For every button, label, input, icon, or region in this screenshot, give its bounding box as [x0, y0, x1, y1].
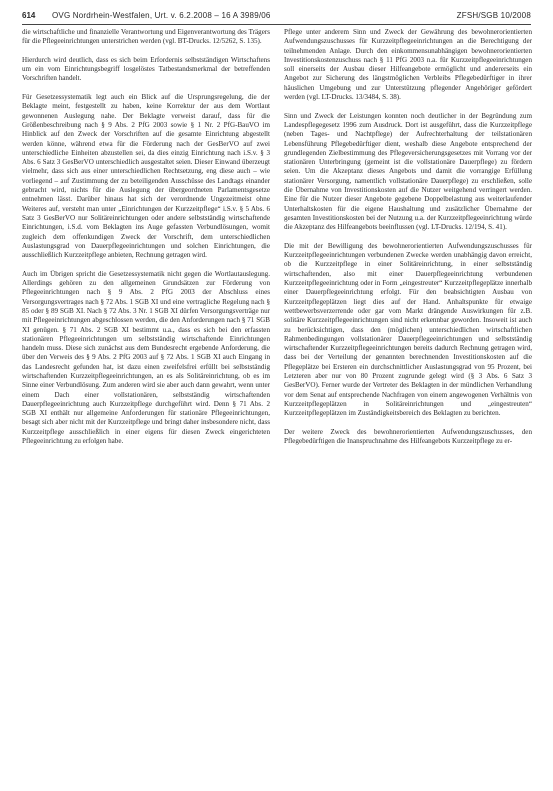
page-number: 614	[22, 11, 36, 20]
paragraph: Sinn und Zweck der Leistungen konnten noch deutlicher in der Begründung zum Landespflegegesetz 1996 zum Ausdruck. Dort ist ausgeführt, dass die Kurzzeitpflege (neben Tages- und Nachtpflege) der Aufrechterhaltung der teilstationären Lebensführung Pflegebedürftiger dient, weshalb diese Angebote entsprechend der grundlegenden Zielbestimmung des Pflegeversicherungsgesetzes mit Vorrang vor der stationären Unterbringung (gemeint ist die vollstationäre Dauerpflege) zu fördern seien. Um die Akzeptanz dieses Angebots und damit die vorrangige Erfüllung stationärer Versorgung, namentlich vollstationäre Dauerpflege) zu erschließen, solle die Übernahme von Investitionskosten auf die Nutzer weitgehend verringert werden. Eine für die Nutzer dieser Angebote gegebene Doppelbelastung aus weiterlaufender Unterhaltskosten für die eigene Haushaltung und zusätzlicher Übernahme der gesamten Investitionskosten bei der Nutzung u.a. der Kurzzeitpflegeeinrichtung würde die Akzeptanz des Hilfeangebots beeinflussen (vgl. LT-Drucks. 12/194, S. 41).	[284, 111, 532, 232]
paragraph: Für Gesetzessystematik legt auch ein Blick auf die Ursprungsregelung, die der Beklagte meint, festgestellt zu haben, keine Korrektur der aus dem Wortlaut gewonnenen Auslegung nahe. Der Beklagte verweist darauf, dass für die Größenbeschreibung nach § 9 Abs. 2 PfG 2003 sowie § 1 Nr. 2 PfG-BauVO im Hinblick auf den Zweck der Vorschriften auf die gesamte Einrichtung abgestellt werden könne, während etwa für die Förderung nach der GesBerVO auf zwei unterschiedliche Einheiten abzustellen sei, da dies einzig Einrichtung nach i.S.v. § 3 Abs. 6 Satz 3 GesBerVO unterschiedlich ausgestaltet seien. Dieser Einwand überzeugt vielmehr, dass sich aus einer unterschiedlichen Rechtsetzung, eng diese auch – wie vorliegend – auf Zustimmung der zu beteiligenden Ausschüsse des Landtags einander gebracht wird, nichts für die Auslegung der übergeordneten Parlamentsgesetze entnehmen lässt. Darüber hinaus hat sich der verordnende Ungezeitmeist ohne Weiteres auf, versteht man unter „Einrichtungen der Kurzzeitpflege“ i.S.v. § 5 Abs. 6 Satz 3 GesBerVO nur Solitäreinrichtungen oder andere selbstständig wirtschaftende Einrichtungen, i.S.d. vom Beklagten ins Auge gefassten Verbundlösungen, womit zugleich dem offenkundigen Zweck der Vorschrift, dem unterschiedlichen Auslastungsgrad von Dauerpflegeeinrichtungen und solchen Einrichtungen, die ausschließlich Kurzzeitpflege anbieten, Rechnung getragen wird.	[22, 93, 270, 260]
left-text-column	[22, 28, 270, 784]
right-text-column	[284, 28, 532, 784]
paragraph: Hierdurch wird deutlich, dass es sich beim Erfordernis selbstständigen Wirtschaftens um ein vom Einrichtungsbegriff losgelöstes Tatbestandsmerkmal der betreffenden Vorschriften handelt.	[22, 55, 270, 83]
running-header	[22, 8, 531, 25]
paragraph: Der weitere Zweck des bewohnerorientierten Aufwendungszuschusses, den Pflegebedürftigen die Inanspruchnahme des Hilfeangebots Kurzzeitpflege zu er-	[284, 427, 532, 446]
running-title: OVG Nordrhein-Westfalen, Urt. v. 6.2.2008 – 16 A 3989/06	[52, 11, 271, 20]
paragraph: Pflege unter anderem Sinn und Zweck der Gewährung des bewohnerorientierten Aufwendungszuschusses für Kurzzeitpflegeeinrichtungen an die Berechtigung der teilnehmenden Anlage. Durch den einkommensunabhängigen bewohnerorientierten Investitionskostenzuschuss nach § 11 PfG 2003 n.a. für Kurzzeitpflegeeinrichtungen soll einerseits der Ausbau dieser Hilfeangebote ermöglicht und andererseits ein Angebot zur Sicherung des längstmöglichen Verbleibs Pflegebedürftiger in ihrer häuslichen Umgebung und zur Unterstützung pflegender Angehöriger gefördert werden (vgl. LT-Drucks. 13/3484, S. 38).	[284, 28, 532, 102]
paragraph: Die mit der Bewilligung des bewohnerorientierten Aufwendungszuschusses für Kurzzeitpflegeeinrichtungen verbundenen Zwecke werden unabhängig davon erreicht, ob die Kurzzeitpflege in einer Solitäreinrichtung, in einer selbstständig wirtschaftenden, also mit einer Dauerpflegeeinrichtung verbundenen Kurzzeitpflegeeinrichtung oder in Form „eingestreuter“ Kurzzeitpflegeplätze innerhalb einer Dauerpflegeeinrichtung erfolgt. Für den beabsichtigten Ausbau von Kurzzeitpflegeplätzen liegt dies auf der Hand. Anhaltspunkte für etwaige wettbewerbsverzerrende oder gar vom Markt drängende Auswirkungen für z.B. solitäre Kurzzeitpflegeeinrichtungen sind nicht erkennbar geworden. Insoweit ist auch zu berücksichtigen, dass den (möglichen) unterschiedlichen wirtschaftlichen Rahmenbedingungen vollstationärer Dauerpflegeeinrichtungen und selbstständig wirtschaftender Kurzzeitpflegeeinrichtungen bereits dadurch Rechnung getragen wird, dass bei der Verteilung der genannten berechnenden Investitionskosten auf die Pflegeplätze bei Ersteren ein durchschnittlicher Auslastungsgrad von 95 Prozent, bei Letzteren aber nur von 80 Prozent zugrunde gelegt wird (§ 3 Abs. 6 Satz 3 GesBerVO). Ferner wurde der Vertreter des Beklagten in der mündlichen Verhandlung vor dem Senat auf entsprechende Nachfragen von einem angewogenen Verhältnis von Kurzzeitpflegeplätzen in Solitäreinrichtungen und „eingestreuten“ Kurzzeitpflegeplätzen im Zuständigkeitsbereich des Beklagten zu berichten.	[284, 241, 532, 418]
journal-citation: ZFSH/SGB 10/2008	[456, 11, 531, 20]
paragraph: Auch im Übrigen spricht die Gesetzessystematik nicht gegen die Wortlautauslegung. Allerdings gehören zu den allgemeinen Grundsätzen zur Förderung von Pflegeeinrichtungen nach § 9 Abs. 2 PfG 2003 der Abschluss eines Versorgungsvertrages nach § 72 Abs. 1 SGB XI und eine vertragliche Regelung nach § 85 oder § 89 SGB XI. Nach § 72 Abs. 3 Nr. 1 SGB XI dürfen Versorgungsverträge nur mit Pflegeeinrichtungen abgeschlossen werden, die den Anforderungen nach § 71 SGB XI genügen. § 71 Abs. 2 SGB XI bestimmt u.a., dass es sich bei den erfassten stationären Pflegeeinrichtungen um selbstständig wirtschaftende Einrichtungen handeln muss. Diese sich zunächst aus dem Bundesrecht ergebende Anforderung, die über den Verweis des § 9 Abs. 2 PfG 2003 auf § 72 Abs. 1 SGB XI auch Eingang in das Landesrecht gefunden hat, ist dazu einen zweifelsfrei erfüllt bei selbstständig wirtschaftenden Kurzzeitpflegeeinrichtungen, an es als Solitäreinrichtung, ob es im Sinne einer Verbundlösung. Zum anderen wird sie aber auch dann gewahrt, wenn unter einem Dach einer vollstationären, selbstständig wirtschaftenden Dauerpflegeeinrichtung auch Kurzzeitpflege durchgeführt wird. Denn § 71 Abs. 2 SGB XI enthält nur allgemeine Anforderungen für stationäre Pflegeeinrichtungen, besagt sich aber nicht mit der Kurzzeitpflege und bringt daher insbesondere nicht, dass Kurzzeitpflege ausschließlich in einer eigens für diesen Zweck eingerichteten Pflegeeinrichtung zu erfolgen habe.	[22, 269, 270, 446]
paragraph: die wirtschaftliche und finanzielle Verantwortung und Eigenverantwortung des Trägers für die Pflegeeinrichtungen unterstrichen werden (vgl. BT-Drucks. 12/5262, S. 135).	[22, 28, 270, 46]
